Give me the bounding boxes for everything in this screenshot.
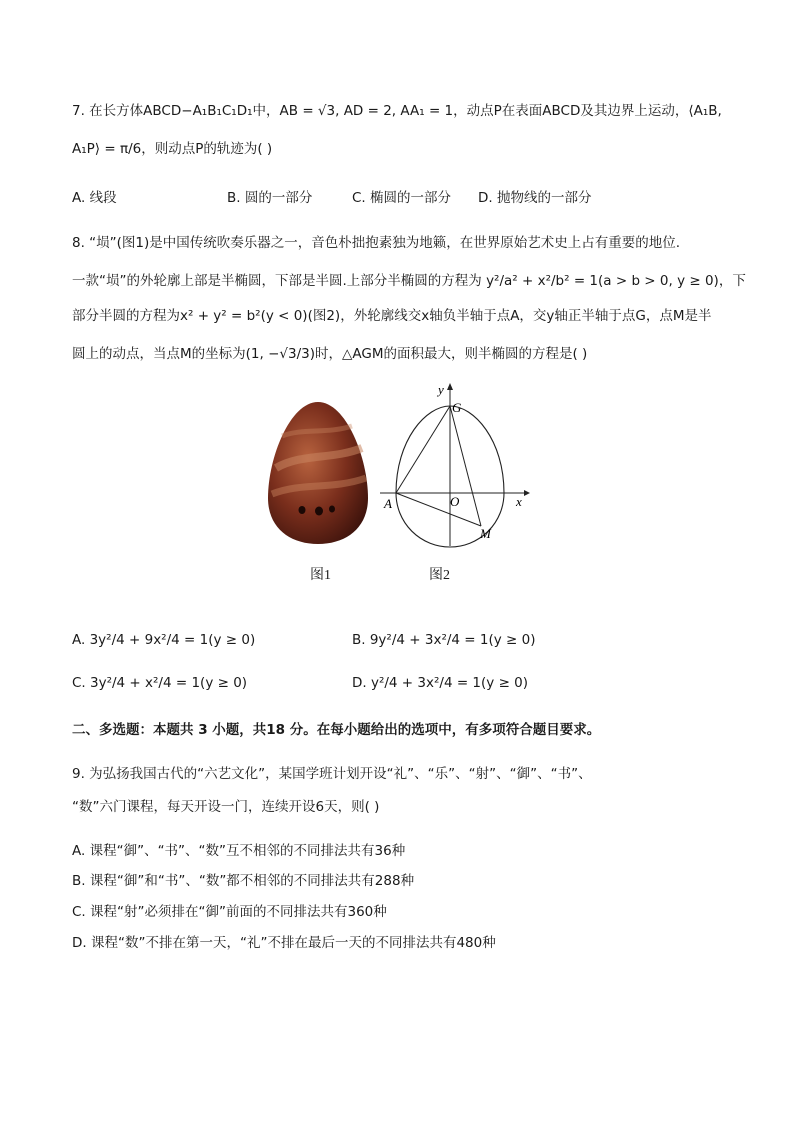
- point-a-label: A: [384, 496, 392, 511]
- q9-option-d: D. 课程“数”不排在第一天，“礼”不排在最后一天的不同排法共有480种: [72, 935, 496, 951]
- section-heading: 二、多选题：本题共 3 小题，共18 分。在每小题给出的选项中，有多项符合题目要求。: [72, 722, 601, 738]
- q8-stem-line3: 部分半圆的方程为x² + y² = b²(y < 0)(图2)，外轮廓线交x轴负半轴于点A，交y轴正半轴于点G，点M是半: [72, 308, 712, 324]
- point-m-label: M: [480, 526, 491, 541]
- x-axis-label: x: [516, 494, 522, 509]
- q7-option-a: A. 线段: [72, 190, 117, 206]
- coordinate-diagram: [376, 380, 536, 550]
- q7-stem-line2: A₁P⟩ = π/6，则动点P的轨迹为( ): [72, 141, 273, 157]
- q7-stem-line1: 7. 在长方体ABCD−A₁B₁C₁D₁中，AB = √3, AD = 2, AA₁ = 1，动点P在表面ABCD及其边界上运动，⟨A₁B,: [72, 103, 722, 119]
- q8-option-a: A. 3y²/4 + 9x²/4 = 1(y ≥ 0): [72, 632, 256, 648]
- q9-option-c: C. 课程“射”必须排在“御”前面的不同排法共有360种: [72, 904, 387, 920]
- q8-stem-line4: 圆上的动点，当点M的坐标为(1, −√3/3)时，△AGM的面积最大，则半椭圆的方程是( ): [72, 346, 588, 362]
- xun-instrument-figure: [262, 398, 374, 548]
- q9-stem-line2: “数”六门课程，每天开设一门，连续开设6天，则( ): [72, 799, 380, 815]
- q8-stem-line1: 8. “埙”(图1)是中国传统吹奏乐器之一，音色朴拙抱素独为地籁，在世界原始艺术史上占有重要的地位.: [72, 235, 681, 251]
- q8-stem-line2: 一款“埙”的外轮廓上部是半椭圆，下部是半圆.上部分半椭圆的方程为 y²/a² + x²/b² = 1(a > b > 0, y ≥ 0)，下: [72, 273, 746, 289]
- figure-2-caption: 图2: [429, 568, 450, 583]
- origin-label: O: [450, 494, 460, 509]
- q7-option-c: C. 椭圆的一部分: [352, 190, 452, 206]
- figure-1-caption: 图1: [310, 568, 331, 583]
- q7-option-b: B. 圆的一部分: [227, 190, 313, 206]
- q9-option-b: B. 课程“御”和“书”、“数”都不相邻的不同排法共有288种: [72, 873, 415, 889]
- q9-option-a: A. 课程“御”、“书”、“数”互不相邻的不同排法共有36种: [72, 843, 406, 859]
- q8-option-b: B. 9y²/4 + 3x²/4 = 1(y ≥ 0): [352, 632, 536, 648]
- q8-option-d: D. y²/4 + 3x²/4 = 1(y ≥ 0): [352, 675, 529, 691]
- q7-option-d: D. 抛物线的一部分: [478, 190, 592, 206]
- q9-stem-line1: 9. 为弘扬我国古代的“六艺文化”，某国学班计划开设“礼”、“乐”、“射”、“御”、“书”、: [72, 766, 592, 782]
- q8-option-c: C. 3y²/4 + x²/4 = 1(y ≥ 0): [72, 675, 248, 691]
- y-axis-label: y: [438, 382, 444, 397]
- point-g-label: G: [452, 400, 462, 415]
